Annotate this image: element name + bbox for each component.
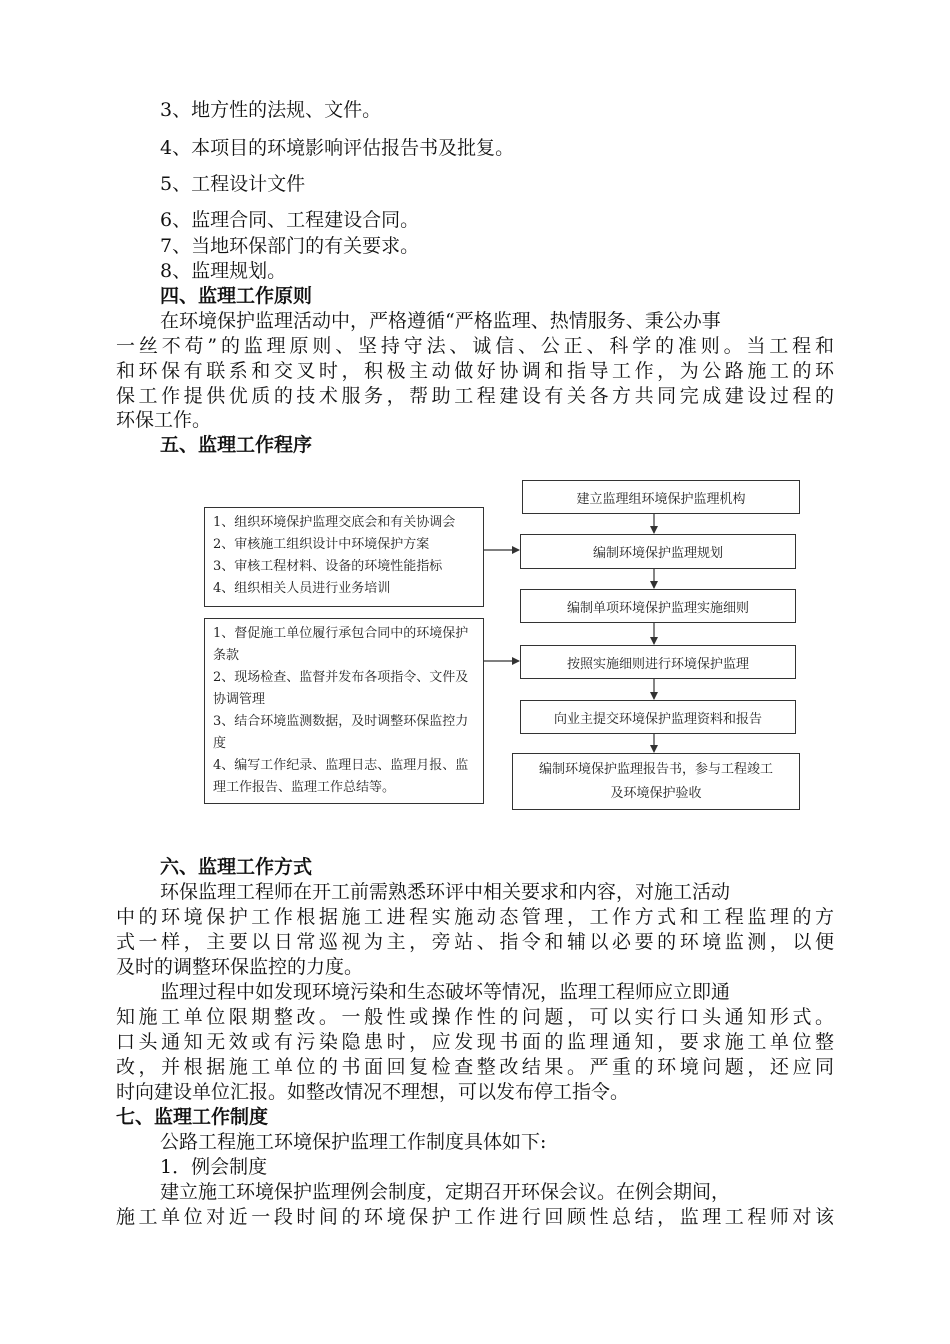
basis-item-7: 7、当地环保部门的有关要求。 <box>160 235 420 257</box>
side1-item: 2、审核施工组织设计中环境保护方案 <box>213 537 430 552</box>
section7-intro: 公路工程施工环境保护监理工作制度具体如下: <box>160 1131 547 1153</box>
side2-item: 2、现场检查、监督并发布各项指令、文件及协调管理 <box>213 670 469 707</box>
section6-line: 改，并根据施工单位的书面回复检查整改结果。严重的环境问题，还应同 <box>116 1056 834 1078</box>
side2-item: 4、编写工作纪录、监理日志、监理月报、监理工作报告、监理工作总结等。 <box>213 758 469 795</box>
basis-item-8: 8、监理规划。 <box>160 260 287 282</box>
section5-heading: 五、监理工作程序 <box>160 434 313 456</box>
section4-line: 保工作提供优质的技术服务，帮助工程建设有关各方共同完成建设过程的 <box>116 385 834 407</box>
basis-item-4: 4、本项目的环境影响评估报告书及批复。 <box>160 137 515 159</box>
section6-line: 式一样，主要以日常巡视为主，旁站、指令和辅以必要的环境监测，以便 <box>116 931 834 953</box>
section6-line: 口头通知无效或有污染隐患时，应发现书面的监理通知，要求施工单位整 <box>116 1031 834 1053</box>
section4-heading: 四、监理工作原则 <box>160 285 313 307</box>
flow-step-2: 编制环境保护监理规划 <box>520 534 796 569</box>
section6-line: 环保监理工程师在开工前需熟悉环评中相关要求和内容，对施工活动 <box>160 881 731 903</box>
section6-line: 中的环境保护工作根据施工进程实施动态管理，工作方式和工程监理的方 <box>116 906 834 928</box>
flow-step-4: 按照实施细则进行环境保护监理 <box>520 645 796 679</box>
section6-line: 监理过程中如发现环境污染和生态破坏等情况，监理工程师应立即通 <box>160 981 731 1003</box>
flow-side-box-1 <box>204 507 484 607</box>
section7-line: 建立施工环境保护监理例会制度，定期召开环保会议。在例会期间， <box>160 1181 731 1203</box>
section4-line: 在环境保护监理活动中，严格遵循“严格监理、热情服务、秉公办事 <box>160 310 721 332</box>
side1-item: 4、组织相关人员进行业务培训 <box>213 581 391 596</box>
section7-line: 施工单位对近一段时间的环境保护工作进行回顾性总结，监理工程师对该 <box>116 1206 834 1228</box>
section4-line: 环保工作。 <box>116 409 212 431</box>
section7-item-1: 1．例会制度 <box>160 1156 268 1178</box>
section6-line: 时向建设单位汇报。如整改情况不理想，可以发布停工指令。 <box>116 1081 630 1103</box>
side1-item: 3、审核工程材料、设备的环境性能指标 <box>213 559 443 574</box>
section7-heading: 七、监理工作制度 <box>116 1106 269 1128</box>
section6-line: 及时的调整环保监控的力度。 <box>116 956 364 978</box>
side2-item: 3、结合环境监测数据，及时调整环保监控力度 <box>213 714 469 751</box>
basis-item-3: 3、地方性的法规、文件。 <box>160 99 382 121</box>
basis-item-6: 6、监理合同、工程建设合同。 <box>160 209 420 231</box>
section4-line: 一丝不苟”的监理原则、坚持守法、诚信、公正、科学的准则。当工程和 <box>116 335 834 357</box>
flow-side-box-2 <box>204 618 484 804</box>
basis-item-5: 5、工程设计文件 <box>160 173 306 195</box>
flow-step-5: 向业主提交环境保护监理资料和报告 <box>520 700 796 734</box>
side1-item: 1、组织环境保护监理交底会和有关协调会 <box>213 515 456 530</box>
flow-step-6: 编制环境保护监理报告书，参与工程竣工及环境保护验收 <box>512 753 800 810</box>
section4-line: 和环保有联系和交叉时，积极主动做好协调和指导工作，为公路施工的环 <box>116 360 834 382</box>
section6-heading: 六、监理工作方式 <box>160 856 313 878</box>
flow-step-1: 建立监理组环境保护监理机构 <box>522 480 800 514</box>
section6-line: 知施工单位限期整改。一般性或操作性的问题，可以实行口头通知形式。 <box>116 1006 834 1028</box>
side2-item: 1、督促施工单位履行承包合同中的环境保护条款 <box>213 626 469 663</box>
flow-step-3: 编制单项环境保护监理实施细则 <box>520 589 796 623</box>
